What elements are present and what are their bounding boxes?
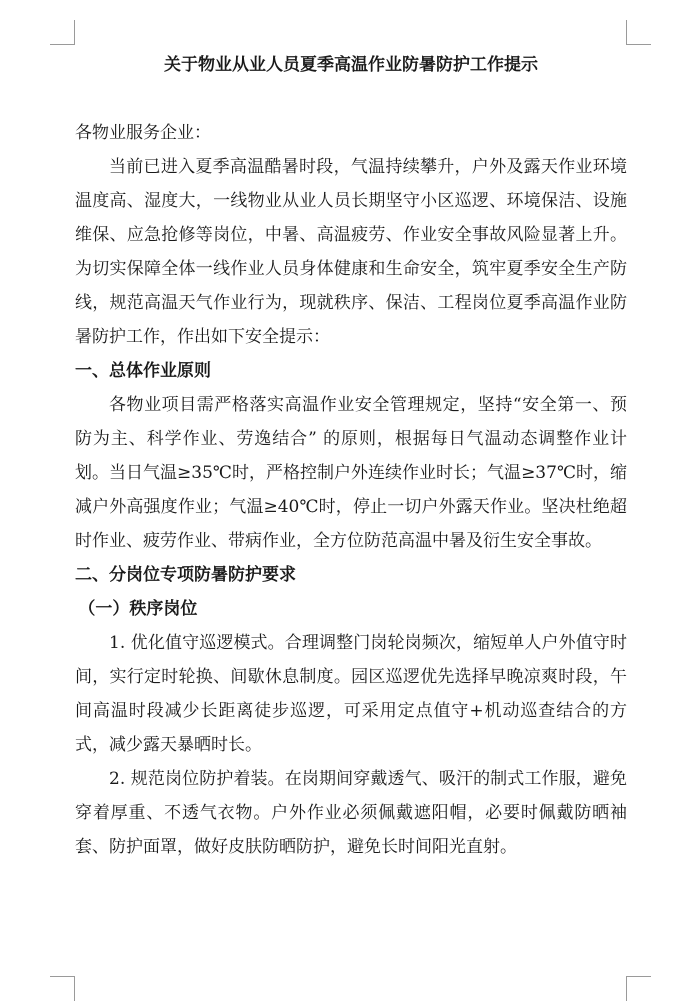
- section-2-heading: 二、分岗位专项防暑防护要求: [75, 565, 296, 585]
- section-2-item-1: 1. 优化值守巡逻模式。合理调整门岗轮岗频次，缩短单人户外值守时间，实行定时轮换、间歇休息制度。园区巡逻优先选择早晚凉爽时段，午间高温时段减少长距离徒步巡逻，可采用定点值守+机动巡查结合的方式，减少露天暴晒时长。: [75, 633, 627, 755]
- salutation: 各物业服务企业：: [75, 123, 211, 143]
- page-corner-mark-bottom-left: [50, 976, 75, 1001]
- document-body: [75, 48, 627, 864]
- section-2-item-2: 2. 规范岗位防护着装。在岗期间穿戴透气、吸汗的制式工作服，避免穿着厚重、不透气衣物。户外作业必须佩戴遮阳帽，必要时佩戴防晒袖套、防护面罩，做好皮肤防晒防护，避免长时间阳光直射。: [75, 769, 627, 857]
- intro-paragraph: 当前已进入夏季高温酷暑时段，气温持续攀升，户外及露天作业环境温度高、湿度大，一线物业从业人员长期坚守小区巡逻、环境保洁、设施维保、应急抢修等岗位，中暑、高温疲劳、作业安全事故风险显著上升。为切实保障全体一线作业人员身体健康和生命安全，筑牢夏季安全生产防线，规范高温天气作业行为，现就秩序、保洁、工程岗位夏季高温作业防暑防护工作，作出如下安全提示：: [75, 157, 627, 347]
- section-2-subheading-1: （一）秩序岗位: [78, 599, 198, 619]
- page-corner-mark-top-left: [50, 20, 75, 45]
- section-1-paragraph: 各物业项目需严格落实高温作业安全管理规定，坚持“安全第一、预防为主、科学作业、劳逸结合” 的原则，根据每日气温动态调整作业计划。当日气温≥35℃时，严格控制户外连续作业时长；气温≥37℃时，缩减户外高强度作业；气温≥40℃时，停止一切户外露天作业。坚决杜绝超时作业、疲劳作业、带病作业，全方位防范高温中暑及衍生安全事故。: [75, 395, 627, 551]
- title-spacer: [75, 82, 627, 116]
- page-corner-mark-bottom-right: [626, 976, 651, 1001]
- document-title: 关于物业从业人员夏季高温作业防暑防护工作提示: [164, 55, 538, 75]
- section-1-heading: 一、总体作业原则: [75, 361, 211, 381]
- page-corner-mark-top-right: [626, 20, 651, 45]
